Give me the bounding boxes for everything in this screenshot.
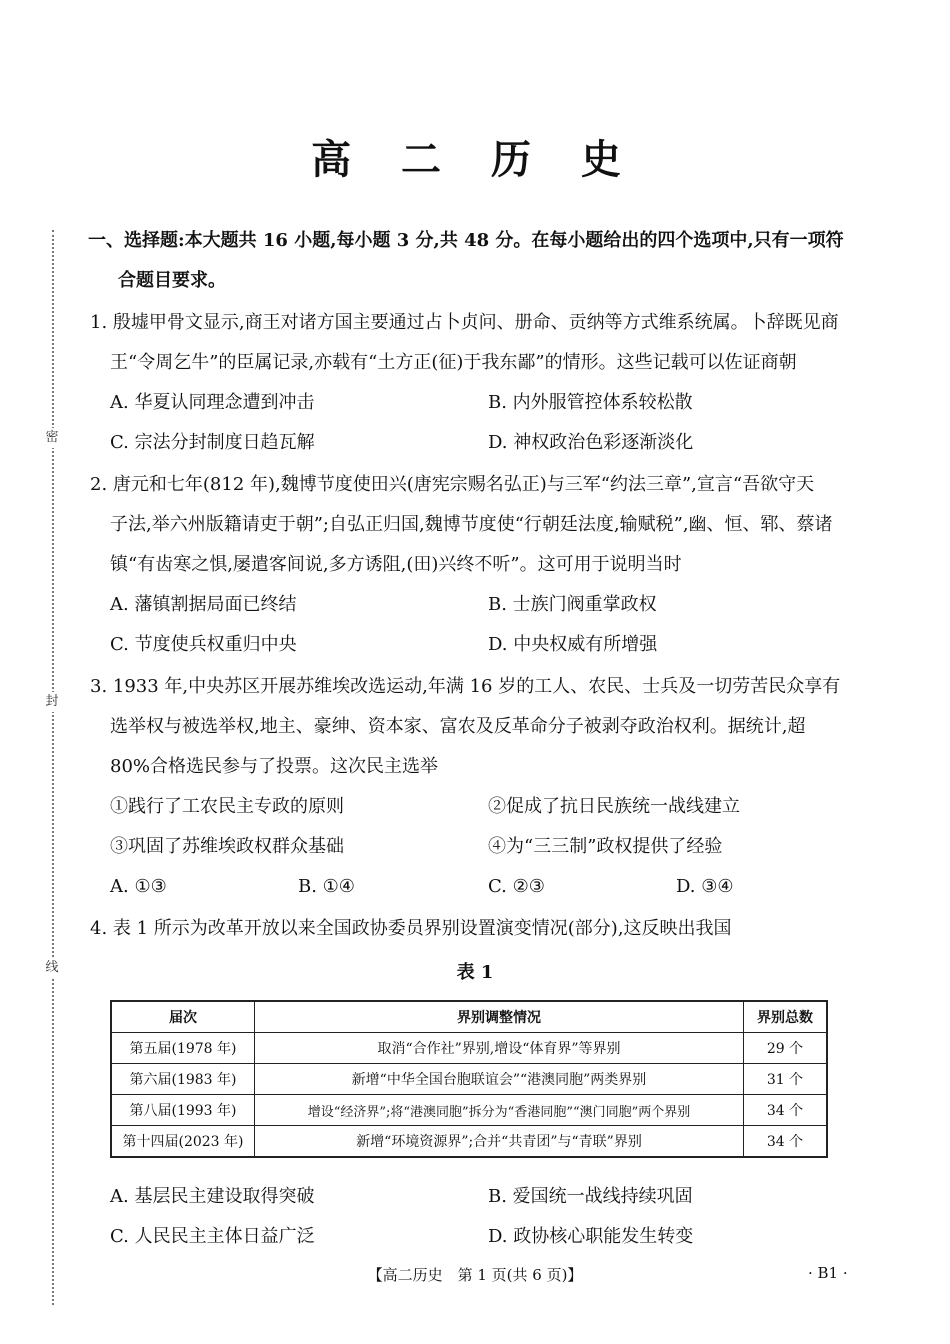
- question-3-option-a: A. ①③: [110, 876, 167, 897]
- table-cell-term: 第六届(1983 年): [111, 1064, 255, 1095]
- table-cell-term: 第五届(1978 年): [111, 1033, 255, 1064]
- section-instructions-line1: 一、选择题:本大题共 16 小题,每小题 3 分,共 48 分。在每小题给出的四个选项中,只有一项符: [88, 230, 844, 251]
- section-instructions-line2: 合题目要求。: [118, 270, 226, 291]
- question-3-item-3: ③巩固了苏维埃政权群众基础: [110, 836, 344, 857]
- margin-mark-line: 线: [42, 958, 62, 978]
- question-1-option-d: D. 神权政治色彩逐渐淡化: [488, 432, 694, 453]
- question-2-option-a: A. 藩镇割据局面已终结: [110, 594, 297, 615]
- question-4-option-d: D. 政协核心职能发生转变: [488, 1226, 694, 1247]
- table-cell-total: 31 个: [744, 1064, 828, 1095]
- margin-mark-close: 封: [42, 692, 62, 712]
- question-1-stem-line2: 王“令周乞牛”的臣属记录,亦载有“土方正(征)于我东鄙”的情形。这些记载可以佐证商朝: [110, 352, 797, 373]
- question-1-option-b: B. 内外服管控体系较松散: [488, 392, 693, 413]
- table-header-total: 界别总数: [744, 1001, 828, 1033]
- table-cell-total: 34 个: [744, 1126, 828, 1158]
- table-header-row: [111, 1001, 827, 1033]
- question-2-option-c: C. 节度使兵权重归中央: [110, 634, 297, 655]
- table-caption: 表 1: [456, 962, 494, 983]
- question-3-option-d: D. ③④: [676, 876, 734, 897]
- question-2-option-b: B. 士族门阀重掌政权: [488, 594, 657, 615]
- question-3-stem-line1: 3. 1933 年,中央苏区开展苏维埃改选运动,年满 16 岁的工人、农民、士兵及一切劳苦民众享有: [90, 676, 841, 697]
- table-cell-adjustment: 增设“经济界”;将“港澳同胞”拆分为“香港同胞”“澳门同胞”两个界别: [255, 1095, 744, 1126]
- question-1-option-a: A. 华夏认同理念遭到冲击: [110, 392, 315, 413]
- question-2-stem-line2: 子法,举六州版籍请吏于朝”;自弘正归国,魏博节度使“行朝廷法度,输赋税”,幽、恒、郓、蔡诸: [110, 514, 833, 535]
- question-3-item-2: ②促成了抗日民族统一战线建立: [488, 796, 740, 817]
- question-1-option-c: C. 宗法分封制度日趋瓦解: [110, 432, 315, 453]
- question-3-item-1: ①践行了工农民主专政的原则: [110, 796, 344, 817]
- question-3-option-c: C. ②③: [488, 876, 545, 897]
- question-4-stem-line1: 4. 表 1 所示为改革开放以来全国政协委员界别设置演变情况(部分),这反映出我国: [90, 918, 732, 939]
- margin-mark-seal: 密: [42, 428, 62, 448]
- question-2-stem-line3: 镇“有齿寒之惧,屡遣客间说,多方诱阻,(田)兴终不听”。这可用于说明当时: [110, 554, 682, 575]
- question-3-stem-line3: 80%合格选民参与了投票。这次民主选举: [110, 756, 439, 777]
- question-1-stem-line1: 1. 殷墟甲骨文显示,商王对诸方国主要通过占卜贞问、册命、贡纳等方式维系统属。卜辞既见商: [90, 312, 839, 333]
- table-cell-term: 第八届(1993 年): [111, 1095, 255, 1126]
- table-row: [111, 1033, 827, 1064]
- table-header-term: 届次: [111, 1001, 255, 1033]
- question-3-item-4: ④为“三三制”政权提供了经验: [488, 836, 723, 857]
- table-row: [111, 1095, 827, 1126]
- table-cell-adjustment: 取消“合作社”界别,增设“体育界”等界别: [255, 1033, 744, 1064]
- question-2-option-d: D. 中央权威有所增强: [488, 634, 658, 655]
- binding-margin-line: [52, 230, 54, 1305]
- question-4-option-a: A. 基层民主建设取得突破: [110, 1186, 315, 1207]
- question-3-stem-line2: 选举权与被选举权,地主、豪绅、资本家、富农及反革命分子被剥夺政治权利。据统计,超: [110, 716, 806, 737]
- table-cell-term: 第十四届(2023 年): [111, 1126, 255, 1158]
- table-cell-total: 34 个: [744, 1095, 828, 1126]
- page-title: 高 二 历 史: [311, 136, 639, 183]
- table-row: [111, 1064, 827, 1095]
- table-cell-adjustment: 新增“环境资源界”;合并“共青团”与“青联”界别: [255, 1126, 744, 1158]
- question-2-stem-line1: 2. 唐元和七年(812 年),魏博节度使田兴(唐宪宗赐名弘正)与三军“约法三章”,宣言“吾欲守天: [90, 474, 815, 495]
- table-cell-total: 29 个: [744, 1033, 828, 1064]
- paper-code: · B1 ·: [808, 1264, 848, 1282]
- question-4-option-c: C. 人民民主主体日益广泛: [110, 1226, 315, 1247]
- committee-sectors-table: [110, 1000, 828, 1158]
- question-4-option-b: B. 爱国统一战线持续巩固: [488, 1186, 693, 1207]
- table-cell-adjustment: 新增“中华全国台胞联谊会”“港澳同胞”两类界别: [255, 1064, 744, 1095]
- table-header-adjustment: 界别调整情况: [255, 1001, 744, 1033]
- table-row: [111, 1126, 827, 1158]
- page-footer: 【高二历史 第 1 页(共 6 页)】: [367, 1266, 583, 1284]
- question-3-option-b: B. ①④: [298, 876, 355, 897]
